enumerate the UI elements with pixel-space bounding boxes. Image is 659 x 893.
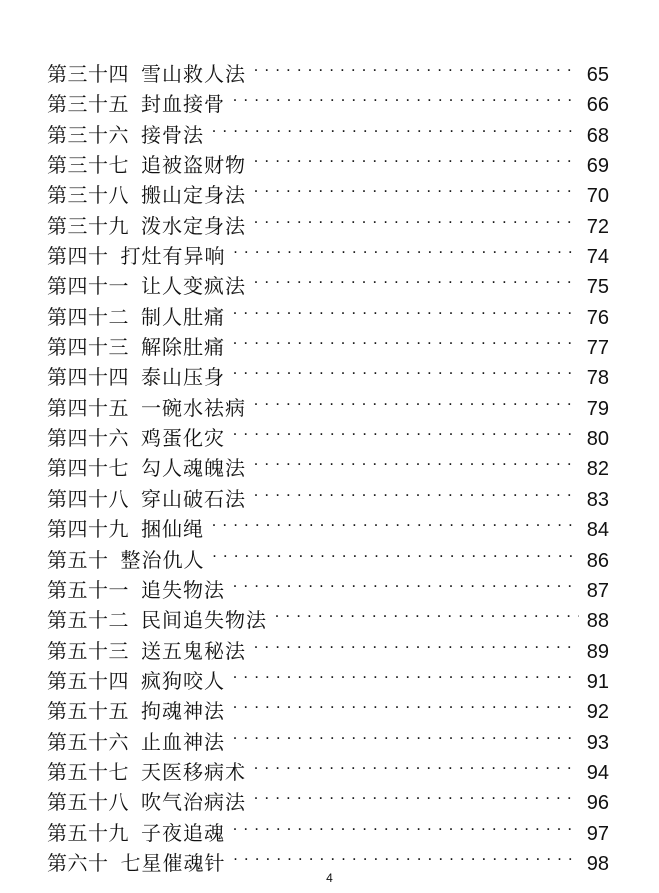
dot-leader [212, 112, 579, 142]
toc-chapter-title: 止血神法 [141, 729, 225, 754]
dot-leader [254, 628, 579, 658]
toc-chapter-title: 整治仇人 [120, 547, 205, 572]
dot-leader [254, 263, 579, 293]
dot-leader [233, 688, 579, 718]
toc-page-number: 84 [586, 519, 609, 542]
toc-page-number: 76 [586, 306, 609, 329]
toc-page-number: 75 [586, 276, 609, 299]
toc-chapter-title: 疯狗咬人 [141, 668, 225, 693]
toc-page-number: 87 [586, 579, 609, 602]
toc-chapter-title: 穿山破石法 [141, 486, 246, 511]
dot-leader [213, 537, 580, 567]
toc-chapter-title: 七星催魂针 [120, 850, 226, 875]
toc-chapter-number: 第五十一 [47, 577, 129, 602]
toc-chapter-title: 民间追失物法 [141, 608, 267, 633]
toc-chapter-number: 第四十四 [47, 365, 129, 390]
toc-page-number: 86 [586, 549, 609, 572]
toc-entry [47, 233, 609, 269]
toc-chapter-title: 追失物法 [141, 577, 225, 602]
toc-chapter-number: 第五十六 [47, 729, 129, 754]
toc-page-number: 93 [586, 731, 609, 754]
dot-leader [234, 840, 580, 870]
dot-leader [233, 658, 579, 688]
toc-chapter-number: 第三十九 [47, 213, 129, 238]
toc-chapter-number: 第三十七 [47, 153, 129, 178]
toc-entry [47, 385, 609, 420]
toc-chapter-title: 子夜追魂 [141, 820, 225, 845]
toc-entry [47, 112, 609, 147]
toc-page-number: 94 [586, 761, 609, 784]
toc-entry [47, 203, 609, 238]
toc-page-number: 89 [586, 640, 609, 663]
dot-leader [275, 597, 579, 627]
toc-page-number: 70 [586, 185, 609, 208]
toc-page-number: 83 [586, 488, 609, 511]
toc-entry [47, 324, 609, 360]
toc-entry [47, 688, 609, 724]
toc-chapter-title: 吹气治病法 [141, 790, 246, 815]
toc-entry [47, 749, 609, 784]
toc-chapter-number: 第四十二 [47, 304, 129, 329]
toc-page-number: 77 [586, 337, 609, 360]
dot-leader [233, 324, 579, 354]
toc-chapter-title: 雪山救人法 [141, 62, 246, 86]
toc-chapter-title: 封血接骨 [141, 92, 225, 117]
dot-leader [233, 354, 579, 384]
toc-entry [47, 51, 609, 86]
toc-entry [47, 506, 609, 542]
toc-chapter-number: 第四十一 [47, 274, 129, 299]
toc-chapter-number: 第六十 [47, 850, 109, 875]
toc-page-number: 72 [586, 215, 609, 238]
toc-entry [47, 658, 609, 693]
dot-leader [233, 81, 579, 111]
toc-entry [47, 810, 609, 845]
dot-leader [233, 567, 579, 597]
toc-page-number: 65 [586, 64, 609, 86]
toc-chapter-title: 搬山定身法 [141, 183, 246, 208]
toc-chapter-number: 第四十九 [47, 517, 129, 542]
toc-chapter-title: 捆仙绳 [141, 517, 204, 542]
toc-chapter-title: 接骨法 [141, 122, 204, 147]
toc-chapter-title: 解除肚痛 [141, 335, 225, 360]
dot-leader [254, 779, 579, 809]
dot-leader [254, 385, 579, 415]
dot-leader [233, 415, 579, 445]
toc-page-number: 69 [586, 155, 609, 178]
toc-chapter-number: 第五十五 [47, 699, 129, 724]
page-number: 4 [326, 871, 333, 885]
dot-leader [233, 294, 579, 324]
toc-chapter-number: 第三十六 [47, 122, 129, 147]
toc-chapter-title: 勾人魂魄法 [141, 456, 246, 481]
toc-chapter-title: 天医移病术 [141, 759, 246, 784]
toc-chapter-title: 鸡蛋化灾 [141, 426, 225, 451]
toc-entry [47, 537, 609, 572]
dot-leader [254, 172, 579, 202]
toc-entry [47, 628, 609, 663]
toc-page-number: 79 [586, 397, 609, 420]
toc-chapter-number: 第五十 [47, 547, 109, 572]
toc-entry [47, 142, 609, 178]
toc-chapter-number: 第五十二 [47, 608, 129, 633]
toc-entry [47, 597, 609, 633]
toc-chapter-number: 第三十四 [47, 62, 129, 86]
toc-entry [47, 415, 609, 451]
table-of-contents [47, 51, 609, 875]
toc-page-number: 96 [586, 792, 609, 815]
toc-page-number: 97 [586, 822, 609, 845]
toc-chapter-title: 一碗水祛病 [141, 395, 246, 420]
dot-leader [234, 233, 580, 263]
toc-page-number: 88 [586, 610, 609, 633]
toc-chapter-number: 第五十九 [47, 820, 129, 845]
toc-entry [47, 354, 609, 390]
toc-chapter-number: 第四十八 [47, 486, 129, 511]
toc-chapter-title: 送五鬼秘法 [141, 638, 246, 663]
toc-chapter-number: 第五十七 [47, 759, 129, 784]
toc-chapter-number: 第四十 [47, 244, 109, 269]
toc-entry [47, 476, 609, 511]
toc-page-number: 68 [586, 124, 609, 147]
toc-chapter-number: 第五十四 [47, 668, 129, 693]
dot-leader [254, 51, 579, 81]
toc-chapter-title: 制人肚痛 [141, 304, 225, 329]
toc-page-number: 91 [586, 670, 609, 693]
toc-chapter-number: 第三十八 [47, 183, 129, 208]
toc-chapter-number: 第四十七 [47, 456, 129, 481]
toc-chapter-number: 第五十三 [47, 638, 129, 663]
toc-page-number: 82 [586, 458, 609, 481]
toc-chapter-number: 第四十六 [47, 426, 129, 451]
toc-chapter-number: 第五十八 [47, 790, 129, 815]
toc-entry [47, 840, 609, 875]
toc-entry [47, 172, 609, 208]
toc-entry [47, 81, 609, 117]
dot-leader [233, 810, 579, 840]
toc-page-number: 74 [586, 246, 609, 269]
dot-leader [254, 476, 579, 506]
dot-leader [254, 203, 579, 233]
toc-chapter-number: 第四十三 [47, 335, 129, 360]
dot-leader [212, 506, 579, 536]
toc-entry [47, 719, 609, 754]
toc-page-number: 98 [586, 852, 609, 875]
toc-chapter-title: 追被盗财物 [141, 153, 246, 178]
toc-chapter-title: 拘魂神法 [141, 699, 225, 724]
toc-page-number: 80 [586, 428, 609, 451]
toc-chapter-title: 泼水定身法 [141, 213, 246, 238]
dot-leader [254, 749, 579, 779]
toc-chapter-title: 让人变疯法 [141, 274, 246, 299]
toc-entry [47, 779, 609, 815]
toc-entry [47, 294, 609, 329]
toc-page-number: 92 [586, 701, 609, 724]
toc-page-number: 78 [586, 367, 609, 390]
toc-page-number: 66 [586, 94, 609, 117]
dot-leader [254, 445, 579, 475]
toc-entry [47, 445, 609, 481]
dot-leader [254, 142, 579, 172]
toc-chapter-title: 泰山压身 [141, 365, 225, 390]
toc-chapter-title: 打灶有异响 [120, 244, 226, 269]
toc-chapter-number: 第三十五 [47, 92, 129, 117]
dot-leader [233, 719, 579, 749]
toc-chapter-number: 第四十五 [47, 395, 129, 420]
